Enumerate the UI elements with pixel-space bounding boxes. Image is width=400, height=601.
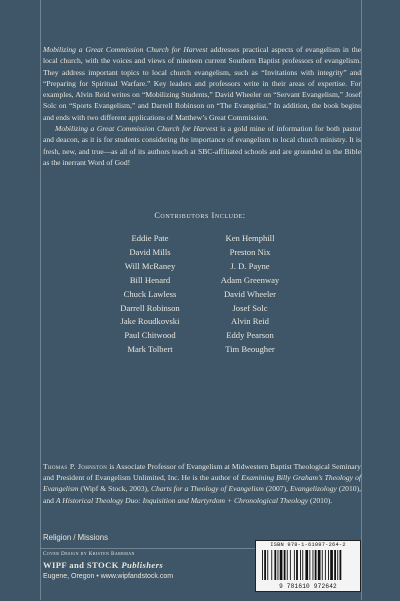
contributor-name: Preston Nix <box>229 246 271 257</box>
contributors-heading: Contributors Include: <box>154 211 246 220</box>
contributor-name: Bill Henard <box>129 274 171 285</box>
book-title: Mobilizing a Great Commission Church for Harvest <box>43 45 208 54</box>
contributor-name: Darrell Robinson <box>120 302 180 313</box>
barcode-icon <box>262 550 354 580</box>
category-label: Religion / Missions <box>43 533 108 542</box>
book-title: Evangelizology <box>290 484 337 494</box>
cover-design-credit: Cover Design by Kristen Barrman <box>43 551 135 557</box>
contributor-name: Adam Greenway <box>220 274 280 285</box>
contributor-name: Josef Solc <box>232 302 268 313</box>
contributor-name: J. D. Payne <box>230 260 270 271</box>
contributor-name: Jake Roudkovski <box>120 316 180 327</box>
barcode-number: 9 781610 972642 <box>279 583 337 590</box>
bio-text: (2010). <box>308 495 333 505</box>
contributors-right-column <box>205 232 295 357</box>
contributor-name: Eddie Pate <box>131 233 169 243</box>
contributor-name: Tim Beougher <box>225 344 275 355</box>
contributor-name: David Mills <box>129 246 171 257</box>
contributor-name: Alvin Reid <box>231 316 269 327</box>
bio-text: (2010), and <box>43 484 361 505</box>
bio-text: (Wipf & Stock, 2003), <box>78 484 151 494</box>
publisher-name: WIPF and STOCK <box>43 560 119 570</box>
publisher-address: Eugene, Oregon • www.wipfandstock.com <box>43 573 174 580</box>
contributor-name: Chuck Lawless <box>123 288 177 299</box>
publisher-logo <box>43 560 163 570</box>
contributor-name: Eddy Pearson <box>226 330 274 341</box>
book-title: Charts for a Theology of Evangelism <box>150 484 264 494</box>
contributor-name: Paul Chitwood <box>124 330 176 341</box>
book-title: Mobilizing a Great Commission Church for Harvest <box>55 124 218 134</box>
bio-text: (2007), <box>263 484 291 494</box>
isbn-label: ISBN 978-1-61097-264-2 <box>270 542 346 548</box>
book-description <box>43 44 361 168</box>
description-text: is a gold mine of information for both pastor and deacon, as it is for students considering the importance of evangelism to local church ministry. It is fresh, new, and true—as all of its authors teach at SBC-affiliated schools and are grounded in the Bible as the inerrant Word of God! <box>43 124 361 167</box>
author-name: Thomas P. Johnston <box>43 462 108 471</box>
description-paragraph-1 <box>43 44 361 123</box>
author-bio <box>43 461 361 506</box>
publisher-suffix: Publishers <box>121 560 164 570</box>
book-title: A Historical Theology Duo: Inquisition and Martyrdom + Chronological Theology <box>55 495 309 505</box>
contributor-name: Ken Hemphill <box>225 233 275 243</box>
contributor-name: Will McRaney <box>124 260 176 271</box>
contributor-name: David Wheeler <box>223 288 277 299</box>
description-paragraph-2 <box>43 123 361 168</box>
contributor-name: Mark Tolbert <box>127 344 173 355</box>
description-text: addresses practical aspects of evangelism in the local church, with the voices and views of nineteen current Southern Baptist professors of evangelism. They address important topics to local church evangelism, such as “Invitations with integrity” and “Preparing for Spiritual Warfare.” Key leaders and professors write in their areas of expertise. For examples, Alvin Reid writes on “Mobilizing Students,” David Wheeler on “Servant Evangelism,” Josef Solc on “Sports Evangelism,” and Darrell Robinson on “The Evangelist.” In addition, the book begins and ends with two different applications of Matthew’s Great Commission. <box>43 45 361 122</box>
isbn-barcode-box <box>255 540 361 592</box>
contributors-left-column <box>104 232 196 357</box>
bio-text: is Associate Professor of Evangelism at Midwestern Baptist Theological Seminary and President of Evangelism Unlimited, Inc. He is the author of <box>43 462 361 483</box>
book-title: Examining Billy Graham’s Theology of Evangelism <box>43 473 361 494</box>
